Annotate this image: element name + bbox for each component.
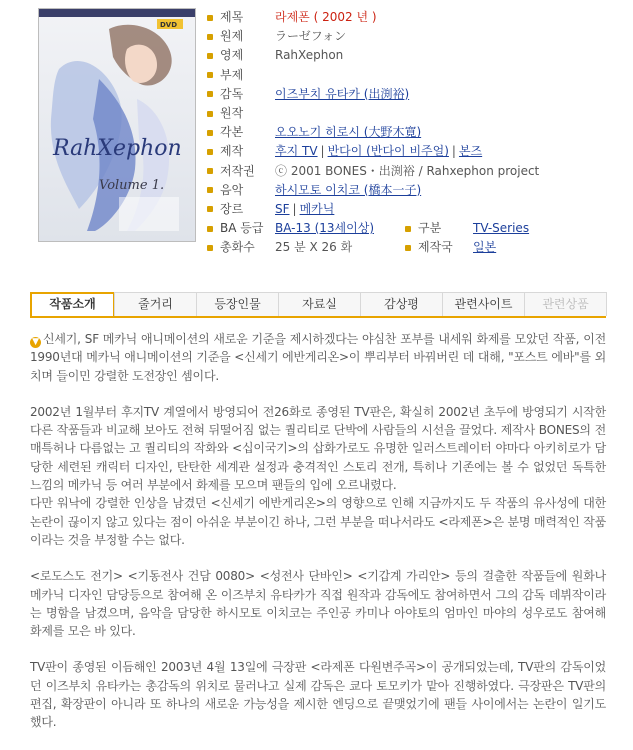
cover-art: [39, 9, 195, 241]
bullet-icon: [207, 245, 213, 251]
label-script: 각본: [220, 125, 244, 140]
intro-paragraph-2: 2002년 1월부터 후지TV 계열에서 방영되어 전26화로 종영된 TV판은, 확실히 2002년 초두에 방영되기 시작한 다른 작품들과 비교해 보아도 전혀 뒤떨어짐 없는 퀄리티로 단박에 사람들의 시선을 끌었다. 제작사 BONES의 전매특허나 다름없는 고 퀄리티의 작화와 <십이국기>의 삽화가로도 유명한 일러스트레이터 야마다 아키히로가 담당한 세련된 캐릭터 디자인, 탄탄한 세계관 설정과 충격적인 스토리 전개, 특히나 기존에는 볼 수 없었던 독특한 느낌의 메카닉 등 여러 부분에서 화제를 모으며 팬들의 입에 오르내렸다.: [30, 404, 606, 493]
intro-paragraph-2b: 다만 워낙에 강렬한 인상을 남겼던 <신세기 에반게리온>의 영향으로 인해 지금까지도 두 작품의 유사성에 대한 논란이 끊이지 않고 있다는 점이 아쉬운 부분이긴 하나, 그런 부분을 떠나서라도 <라제폰>은 분명 매력적인 작품이라는 것을 부정할 수는 없다.: [30, 496, 606, 547]
label-subtitle: 부제: [220, 67, 244, 82]
label-rating: BA 등급: [220, 221, 264, 236]
production-link-fujitv[interactable]: 후지 TV: [275, 144, 318, 159]
info-row-episodes: [207, 238, 627, 257]
bullet-icon: [207, 91, 213, 97]
dvd-badge: DVD: [160, 21, 178, 29]
label-original: 원제: [220, 29, 244, 44]
tab-intro[interactable]: 작품소개: [30, 292, 115, 316]
label-title: 제목: [220, 10, 244, 24]
tab-synopsis[interactable]: 줄거리: [114, 292, 197, 316]
label-original-work: 원작: [220, 105, 244, 120]
intro-paragraph-4: TV판이 종영된 이듬해인 2003년 4월 13일에 극장판 <라제폰 다원변주곡>이 공개되었는데, TV판의 감독이었던 이즈부치 유타카는 총감독의 위치로 물러나고 실제 감독은 쿄다 토모키가 맡아 진행하였다. 극장판은 TV판의 편집, 확장판이 아니라 또 하나의 새로운 가능성을 제시한 엔딩으로 끝맺었기에 팬들 사이에서는 논란이 일기도 했다.: [30, 660, 606, 730]
label-category: 구분: [418, 221, 442, 236]
info-row-music: [207, 181, 627, 200]
intro-content: [30, 330, 606, 750]
bullet-icon: [207, 206, 213, 212]
bullet-icon: [207, 53, 213, 59]
intro-paragraph-1-text: 신세기, SF 메카닉 애니메이션의 새로운 기준을 제시하겠다는 야심찬 포부를 내세워 화제를 모았던 작품, 이전 1990년대 메카닉 애니메이션의 기준을 <신세기 에반게리온>이 뿌리부터 바꿔버린 데 대해, "포스트 에바"를 외치며 들이민 강렬한 도전장인 셈이다.: [30, 332, 606, 383]
info-row-director: [207, 85, 627, 104]
label-country: 제작국: [418, 240, 453, 255]
info-table: [207, 8, 627, 257]
separator: |: [451, 144, 456, 159]
production-link-bones[interactable]: 본즈: [458, 144, 483, 159]
info-row-production: [207, 142, 627, 161]
music-link[interactable]: 하시모토 이치코 (橋本一子): [275, 182, 422, 197]
value-title: 라제폰 ( 2002 년 ): [275, 10, 377, 24]
bullet-icon: [207, 72, 213, 78]
separator: |: [320, 144, 325, 159]
info-row-genre: [207, 200, 627, 219]
production-link-bandai[interactable]: 반다이 (반다이 비주얼): [327, 144, 449, 159]
cover-title-art: RahXephon: [53, 136, 182, 161]
value-copyright: ⓒ 2001 BONES・出渕裕 / Rahxephon project: [275, 163, 540, 178]
info-row-rating: [207, 219, 627, 238]
arrow-down-icon: ▼: [30, 337, 41, 348]
info-row-subtitle: [207, 66, 627, 85]
rating-link[interactable]: BA-13 (13세이상): [275, 221, 375, 236]
category-link[interactable]: TV-Series: [473, 221, 530, 236]
label-director: 감독: [220, 86, 244, 101]
info-row-original-work: [207, 104, 627, 123]
info-row-script: [207, 123, 627, 142]
info-row-original: [207, 27, 627, 46]
bullet-icon: [405, 226, 411, 232]
info-row-english: [207, 46, 627, 65]
value-english: RahXephon: [275, 48, 344, 63]
bullet-icon: [207, 226, 213, 232]
label-music: 음악: [220, 182, 244, 197]
value-original: ラーゼフォン: [275, 29, 347, 44]
label-production: 제작: [220, 144, 244, 159]
bullet-icon: [207, 111, 213, 117]
director-link[interactable]: 이즈부치 유타카 (出渕裕): [275, 86, 410, 101]
separator: |: [292, 201, 297, 216]
tab-bar: [30, 292, 606, 318]
bullet-icon: [207, 149, 213, 155]
intro-paragraph-1: [30, 330, 606, 385]
genre-link-sf[interactable]: SF: [275, 201, 290, 216]
label-copyright: 저작권: [220, 163, 255, 178]
script-link[interactable]: 오오노기 히로시 (大野木寛): [275, 125, 422, 140]
tab-related-goods[interactable]: 관련상품: [524, 292, 607, 316]
genre-link-mecha[interactable]: 메카닉: [299, 201, 335, 216]
tab-archive[interactable]: 자료실: [278, 292, 361, 316]
tab-characters[interactable]: 등장인물: [196, 292, 279, 316]
info-row-title: [207, 8, 627, 27]
label-english: 영제: [220, 48, 244, 63]
bullet-icon: [207, 34, 213, 40]
country-link[interactable]: 일본: [473, 240, 497, 255]
intro-paragraph-3: <로도스도 전기> <기동전사 건담 0080> <성전사 단바인> <기갑계 가리안> 등의 걸출한 작품들에 원화나 메카닉 디자인 담당등으로 참여해 온 이즈부치 유타카가 직접 원작과 감독에도 참여하면서 그의 감독 데뷔작이라는 명함을 남겼으며, 음악을 담당한 하시모토 이치코는 주인공 카미나 아야토의 엄마인 마야의 성우로도 참여해 화제를 모은 바 있다.: [30, 569, 606, 639]
bullet-icon: [207, 187, 213, 193]
bullet-icon: [207, 130, 213, 136]
value-episodes: 25 분 X 26 화: [275, 240, 353, 255]
bullet-icon: [207, 15, 213, 21]
bullet-icon: [207, 168, 213, 174]
bullet-icon: [405, 245, 411, 251]
tab-reviews[interactable]: 감상평: [360, 292, 443, 316]
label-episodes: 총화수: [220, 240, 255, 255]
cover-image: [38, 8, 196, 242]
cover-volume-text: Volume 1.: [99, 178, 165, 193]
tab-related-sites[interactable]: 관련사이트: [442, 292, 525, 316]
label-genre: 장르: [220, 201, 244, 216]
info-row-copyright: [207, 162, 627, 181]
